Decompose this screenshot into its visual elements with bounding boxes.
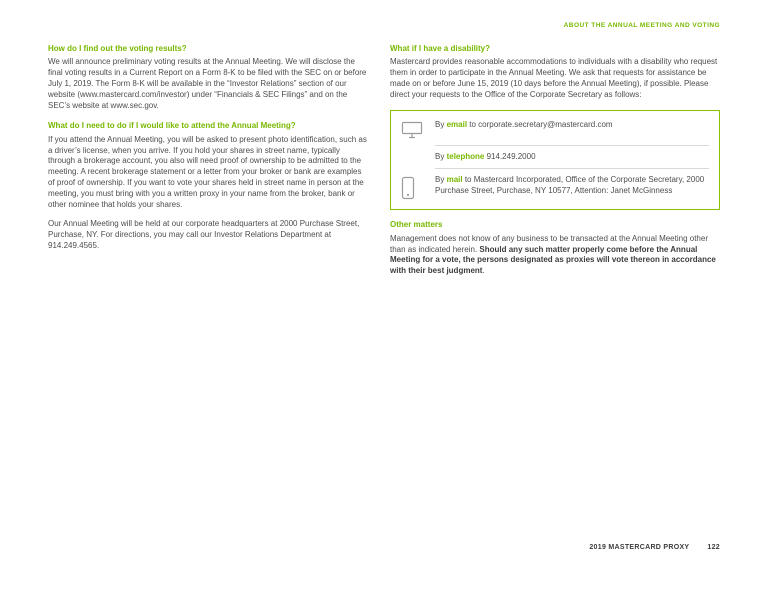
telephone-value: 914.249.2000 xyxy=(486,151,536,161)
telephone-row-text xyxy=(435,152,709,163)
email-row-text xyxy=(435,120,709,131)
contact-box-divider xyxy=(435,168,709,169)
other-matters-end: . xyxy=(482,266,485,276)
page-footer xyxy=(589,544,720,551)
mail-method-label: mail xyxy=(446,175,463,185)
running-head: ABOUT THE ANNUAL MEETING AND VOTING xyxy=(563,22,720,29)
contact-row-mail xyxy=(401,175,709,200)
section-heading-other-matters: Other matters xyxy=(390,220,443,230)
telephone-prefix: By xyxy=(435,151,445,161)
other-matters-bold: Should any such matter properly come before the Annual Meeting for a vote, the persons designated as proxies will vote thereon in accordance with their best judgment xyxy=(390,244,716,276)
email-prefix: By xyxy=(435,119,445,129)
disability-body: Mastercard provides reasonable accommodations to individuals with a disability who request them in order to participate in the Annual Meeting. We ask that requests for assistance be made on or before June 15, 2019 (10 days before the Annual Meeting), if possible. Please direct your requests to the Office of the Corporate Secretary as follows: xyxy=(390,57,718,99)
corporate-secretary-contact-box xyxy=(390,110,720,211)
other-matters-body xyxy=(390,234,720,277)
telephone-method-label: telephone xyxy=(446,151,485,161)
email-method-label: email xyxy=(446,119,468,129)
mail-value: to Mastercard Incorporated, Office of the Corporate Secretary, 2000 Purchase Street, Purchase, NY 10577, Attention: Janet McGinness xyxy=(435,175,705,196)
section-heading-attend-meeting: What do I need to do if I would like to attend the Annual Meeting? xyxy=(48,121,296,131)
attend-meeting-body-1: If you attend the Annual Meeting, you will be asked to present photo identification, such as a driver’s license, when you arrive. If you hold your shares in street name, typically through a brokerage account, you also will need proof of ownership to be admitted to the meeting. A recent brokerage statement or a letter from your broker or bank are examples of proof of ownership. If you want to vote your shares held in street name in person at the meeting, you must bring with you a written proxy in your name from the broker, bank or other nominee that holds your shares. xyxy=(48,134,367,209)
attend-meeting-body-2: Our Annual Meeting will be held at our corporate headquarters at 2000 Purchase Street, Purchase, NY. For directions, you may call our Investor Relations Department at 914.249.4565. xyxy=(48,219,360,250)
monitor-icon xyxy=(401,120,435,139)
smartphone-icon xyxy=(401,175,435,200)
contact-row-telephone xyxy=(401,152,709,163)
footer-label: 2019 MASTERCARD PROXY xyxy=(589,544,690,551)
telephone-icon-spacer xyxy=(401,152,435,153)
section-heading-disability: What if I have a disability? xyxy=(390,44,491,53)
mail-row-text xyxy=(435,175,709,197)
mail-prefix: By xyxy=(435,175,445,185)
right-column xyxy=(390,44,720,286)
section-heading-voting-results: How do I find out the voting results? xyxy=(48,44,187,53)
left-column xyxy=(48,44,368,286)
email-value: to corporate.secretary@mastercard.com xyxy=(469,119,613,129)
contact-box-divider xyxy=(435,145,709,146)
other-matters-regular: Management does not know of any business to be transacted at the Annual Meeting other than as indicated herein. xyxy=(390,233,708,254)
page-number: 122 xyxy=(707,544,720,551)
two-column-layout xyxy=(48,44,720,286)
contact-row-email xyxy=(401,120,709,139)
voting-results-body: We will announce preliminary voting results at the Annual Meeting. We will disclose the final voting results in a Current Report on a Form 8-K to be filed with the SEC on or before July 1, 2019. The Form 8-K will be available in the “Investor Relations” section of our website (www.mastercard.com/investor) under “Financials & SEC Filings” and on the SEC’s website at www.sec.gov. xyxy=(48,57,367,110)
